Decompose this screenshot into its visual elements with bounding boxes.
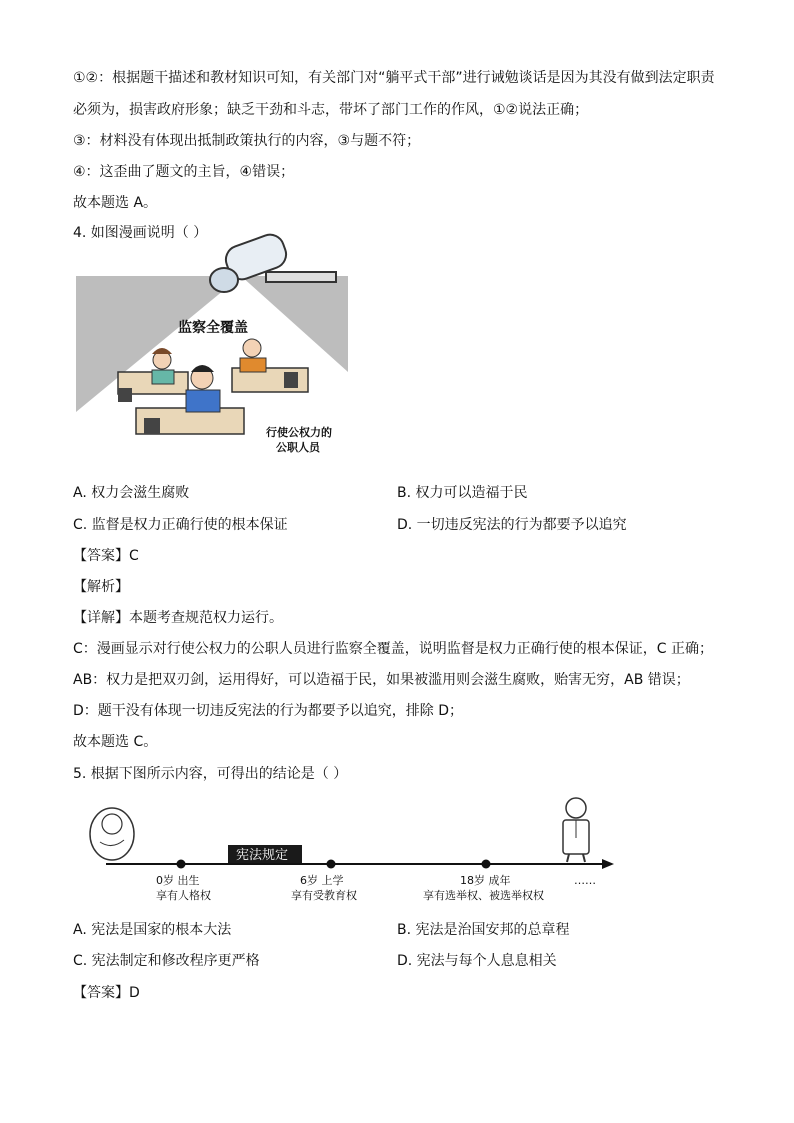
constitution-banner-text: 宪法规定 [236,848,289,863]
q4-option-d: D. 一切违反宪法的行为都要予以追究 [397,517,627,533]
q4-cartoon-image [76,232,352,464]
explanation-line-3: ③：材料没有体现出抵制政策执行的内容，③与题不符； [73,133,421,149]
q4-analysis-label: 【解析】 [73,579,129,595]
q4-conclusion: 故本题选 C。 [73,734,158,750]
q5-option-d: D. 宪法与每个人息息相关 [397,953,557,969]
point-adult-top: 18岁 成年 [460,874,511,887]
baby-icon [90,808,134,860]
q5-option-a: A. 宪法是国家的根本大法 [73,922,232,938]
q4-option-b: B. 权力可以造福于民 [397,485,528,501]
timeline-point-school [327,860,336,869]
point-birth-top: 0岁 出生 [156,874,200,887]
cartoon-caption-line-2: 公职人员 [276,441,320,454]
q4-detail: 【详解】本题考查规范权力运行。 [73,610,283,626]
q4-option-a: A. 权力会滋生腐败 [73,485,190,501]
q4-explanation-c: C：漫画显示对行使公权力的公职人员进行监察全覆盖，说明监督是权力正确行使的根本保证，C 正确； [73,641,713,657]
q4-stem: 4. 如图漫画说明（ ） [73,225,208,241]
timeline-point-birth [177,860,186,869]
point-birth-bottom: 享有人格权 [156,889,211,902]
cartoon-caption-line-1: 行使公权力的 [266,426,332,439]
point-school-top: 6岁 上学 [300,874,344,887]
monitor-icon [284,372,298,388]
q4-explanation-d: D：题干没有体现一切违反宪法的行为都要予以追究，排除 D； [73,703,464,719]
q5-stem: 5. 根据下图所示内容，可得出的结论是（ ） [73,766,348,782]
q5-answer: 【答案】D [73,985,140,1001]
point-school-bottom: 享有受教育权 [291,889,357,902]
explanation-conclusion: 故本题选 A。 [73,195,158,211]
cartoon-banner: 监察全覆盖 [178,320,248,336]
q5-option-c: C. 宪法制定和修改程序更严格 [73,953,260,969]
timeline-ellipsis: …… [574,874,596,887]
q5-timeline-figure [76,792,622,908]
surveillance-camera-icon [210,232,336,292]
q4-answer: 【答案】C [73,548,139,564]
q5-option-b: B. 宪法是治国安邦的总章程 [397,922,570,938]
point-adult-bottom: 享有选举权、被选举权权 [423,889,544,902]
q4-option-c: C. 监督是权力正确行使的根本保证 [73,517,288,533]
monitor-icon [118,388,132,402]
timeline-point-adult [482,860,491,869]
adult-man-icon [563,798,589,862]
q4-explanation-ab: AB：权力是把双刃剑，运用得好，可以造福于民，如果被滥用则会滋生腐败，贻害无穷，AB 错误； [73,672,690,688]
monitor-icon [144,418,160,434]
explanation-line-1: ①②：根据题干描述和教材知识可知，有关部门对“躺平式干部”进行诫勉谈话是因为其没有做到法定职责 [73,70,715,86]
explanation-line-2: 必须为，损害政府形象；缺乏干劲和斗志，带坏了部门工作的作风，①②说法正确； [73,102,589,118]
explanation-line-4: ④：这歪曲了题文的主旨，④错误； [73,164,295,180]
timeline-arrow-icon [602,859,614,869]
